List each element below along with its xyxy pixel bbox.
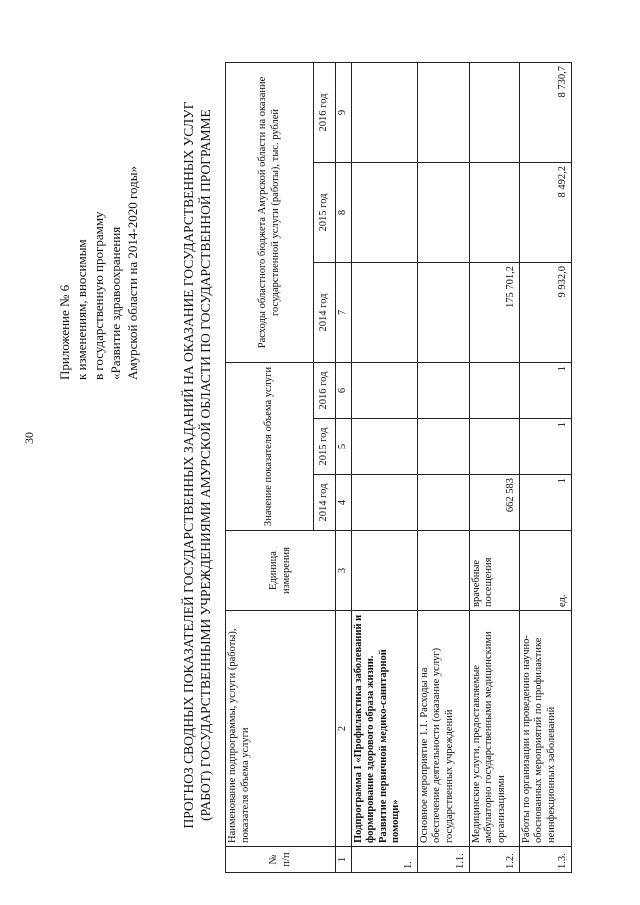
page-number: 30 <box>22 432 36 444</box>
row-expense <box>417 262 469 362</box>
row-expense: 8 730,7 <box>519 62 571 162</box>
appendix-line: Приложение № 6 <box>57 284 72 380</box>
row-expense <box>417 62 469 162</box>
row-expense: 175 701,2 <box>469 262 519 362</box>
table-row <box>519 62 571 872</box>
row-expense <box>351 262 417 362</box>
table-row <box>351 62 417 872</box>
column-number: 8 <box>336 162 352 262</box>
row-value: 1 <box>519 419 571 475</box>
document-title <box>180 65 214 865</box>
row-name: Работы по организации и проведению научно-обоснованных мероприятий по профилактике неинфекционных заболеваний <box>519 611 571 847</box>
row-unit <box>417 531 469 611</box>
title-line: (РАБОТ) ГОСУДАРСТВЕННЫМИ УЧРЕЖДЕНИЯМИ АМУРСКОЙ ОБЛАСТИ ПО ГОСУДАРСТВЕННОЙ ПРОГРАММЕ <box>198 109 213 821</box>
header-num: № п/п <box>226 847 336 873</box>
column-number: 4 <box>336 475 352 531</box>
header-year: 2014 год <box>314 475 336 531</box>
row-value <box>351 419 417 475</box>
appendix-line: «Развитие здравоохранения <box>108 226 123 380</box>
row-value: 1 <box>519 475 571 531</box>
column-number: 5 <box>336 419 352 475</box>
row-unit <box>351 531 417 611</box>
row-expense <box>351 62 417 162</box>
forecast-table <box>225 62 572 873</box>
title-line: ПРОГНОЗ СВОДНЫХ ПОКАЗАТЕЛЕЙ ГОСУДАРСТВЕННЫХ ЗАДАНИЙ НА ОКАЗАНИЕ ГОСУДАРСТВЕННЫХ УСЛУГ <box>181 101 196 829</box>
row-name: Медицинские услуги, предоставляемые амбулаторно государственными медицинскими организациями <box>469 611 519 847</box>
row-expense <box>351 162 417 262</box>
row-value <box>469 362 519 418</box>
column-number: 3 <box>336 531 352 611</box>
header-year: 2014 год <box>314 262 336 362</box>
row-value <box>417 362 469 418</box>
table-row <box>469 62 519 872</box>
row-value: 662 583 <box>469 475 519 531</box>
row-num: 1.3. <box>519 847 571 873</box>
column-number-row <box>336 62 352 872</box>
column-number: 1 <box>336 847 352 873</box>
header-volume-group: Значение показателя объема услуги <box>226 362 314 530</box>
header-year: 2015 год <box>314 162 336 262</box>
row-expense: 8 492,2 <box>519 162 571 262</box>
row-value <box>417 475 469 531</box>
row-unit: врачебные посещения <box>469 531 519 611</box>
row-value <box>351 475 417 531</box>
column-number: 6 <box>336 362 352 418</box>
header-year: 2016 год <box>314 62 336 162</box>
header-year: 2015 год <box>314 419 336 475</box>
column-number: 9 <box>336 62 352 162</box>
row-value <box>469 419 519 475</box>
row-value: 1 <box>519 362 571 418</box>
header-name: Наименование подпрограммы, услуги (работы), показателя объема услуги <box>226 611 336 847</box>
appendix-line: в государственную программу <box>91 211 106 380</box>
header-expense-group: Расходы областного бюджета Амурской области на оказание государственной услуги (работы), тыс. рублей <box>226 62 314 362</box>
row-expense <box>469 162 519 262</box>
row-name: Основное мероприятие 1.1. Расходы на обеспечение деятельности (оказание услуг) государственных учреждений <box>417 611 469 847</box>
row-unit: ед. <box>519 531 571 611</box>
row-num: 1.1. <box>417 847 469 873</box>
column-number: 7 <box>336 262 352 362</box>
row-expense <box>417 162 469 262</box>
row-value <box>351 362 417 418</box>
landscape-page <box>40 55 600 875</box>
table-row <box>417 62 469 872</box>
header-unit: Единица измерения <box>226 531 336 611</box>
row-name: Подпрограмма I «Профилактика заболеваний и формирование здорового образа жизни. Развитие первичной медико-санитарной помощи» <box>351 611 417 847</box>
row-num: 1.2. <box>469 847 519 873</box>
header-year: 2016 год <box>314 362 336 418</box>
appendix-line: к изменениям, вносимым <box>74 239 89 380</box>
row-value <box>417 419 469 475</box>
row-expense: 9 932,0 <box>519 262 571 362</box>
row-num: 1. <box>351 847 417 873</box>
column-number: 2 <box>336 611 352 847</box>
row-expense <box>469 62 519 162</box>
appendix-block <box>56 60 141 380</box>
appendix-line: Амурской области на 2014-2020 годы» <box>125 166 140 380</box>
